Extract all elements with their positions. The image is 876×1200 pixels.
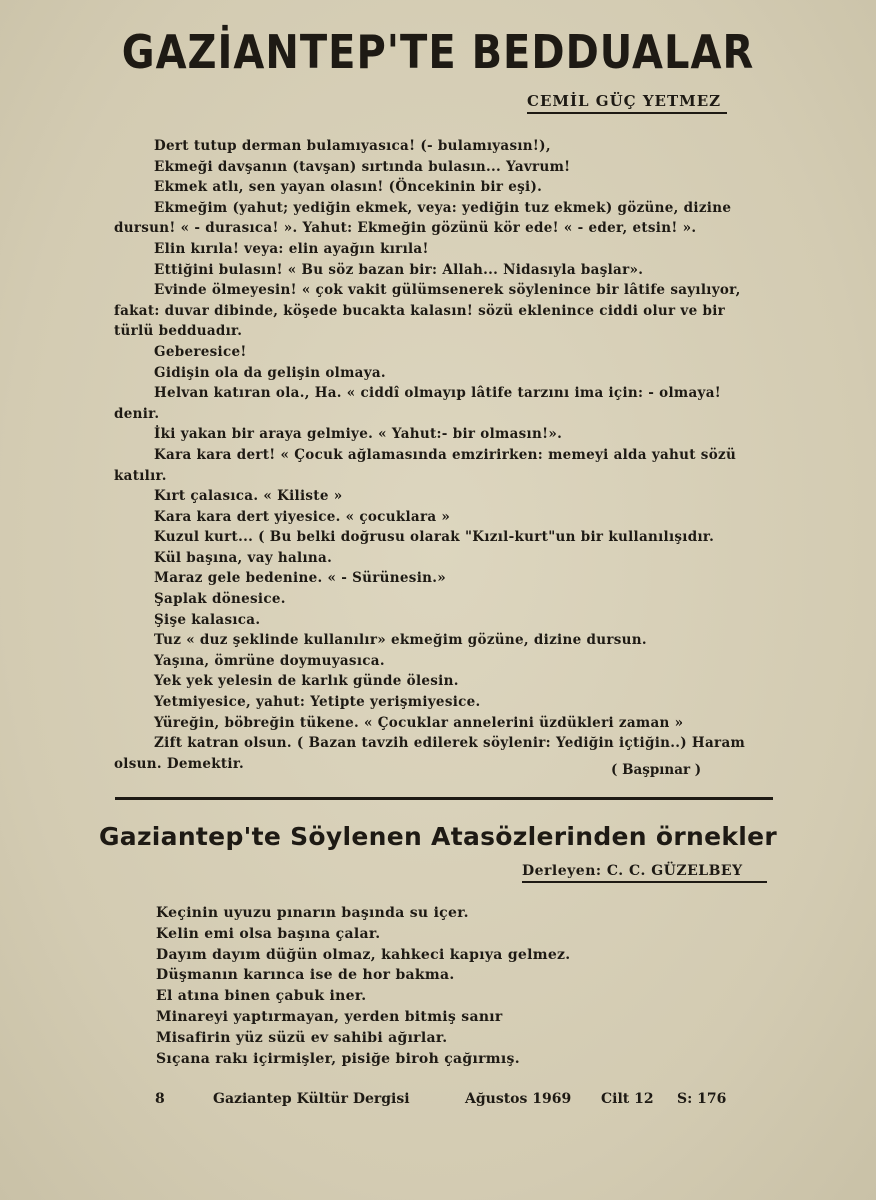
page-footer — [155, 1091, 755, 1113]
text-line: Evinde ölmeyesin! « çok vakit gülümsenerek söylenince bir lâtife sayılıyor, — [154, 282, 741, 299]
text-line: Yaşına, ömrüne doymuyasıca. — [154, 652, 385, 669]
section-divider — [115, 797, 773, 800]
text-line: Dert tutup derman bulamıyasıca! (- bulamıyasın!), — [154, 138, 551, 154]
issue-date: Ağustos 1969 — [465, 1091, 572, 1107]
text-line: Şaplak dönesice. — [154, 591, 286, 608]
article-author: CEMİL GÜÇ YETMEZ — [527, 92, 727, 114]
proverb-line: Düşmanın karınca ise de hor bakma. — [156, 967, 455, 984]
text-line: Helvan katıran ola., Ha. « ciddî olmayıp lâtife tarzını ima için: - olmaya! — [154, 385, 721, 402]
text-line: Kül başına, vay halına. — [154, 549, 333, 566]
text-line: Yek yek yelesin de karlık günde ölesin. — [154, 673, 459, 690]
curses-list — [114, 136, 774, 774]
text-line: Elin kırıla! veya: elin ayağın kırıla! — [154, 240, 429, 257]
text-line: Zift katran olsun. ( Bazan tavzih edilerek söylenir: Yediğin içtiğin..) Haram — [154, 735, 746, 752]
source-note: ( Başpınar ) — [611, 762, 702, 778]
article-title: GAZİANTEP'TE BEDDUALAR — [121, 26, 755, 80]
proverbs-list — [156, 903, 776, 1069]
text-line: Kuzul kurt... ( Bu belki doğrusu olarak "Kızıl-kurt"un bir kullanılışıdır. — [154, 529, 715, 546]
proverb-line: Kelin emi olsa başına çalar. — [156, 925, 381, 942]
text-line: Yetmiyesice, yahut: Yetipte yerişmiyesice. — [154, 694, 481, 711]
section-title: Gaziantep'te Söylenen Atasözlerinden örnekler — [98, 822, 778, 851]
text-line: Kara kara dert! « Çocuk ağlamasında emzirirken: memeyi alda yahut sözü — [154, 446, 737, 463]
proverb-line: Misafirin yüz süzü ev sahibi ağırlar. — [156, 1029, 448, 1046]
text-line: Gidişin ola da gelişin olmaya. — [154, 364, 386, 381]
text-line: fakat: duvar dibinde, köşede bucakta kalasın! sözü eklenince ciddi olur ve bir — [114, 302, 726, 319]
text-line: Maraz gele bedenine. « - Sürünesin.» — [154, 570, 446, 587]
text-line: Geberesice! — [154, 343, 247, 360]
text-line: Ekmeğim (yahut; yediğin ekmek, veya: yediğin tuz ekmek) gözüne, dizine — [154, 199, 732, 216]
proverb-line: Sıçana rakı içirmişler, pisiğe biroh çağırmış. — [156, 1050, 520, 1067]
journal-name: Gaziantep Kültür Dergisi — [213, 1091, 410, 1107]
text-line: Kara kara dert yiyesice. « çocuklara » — [154, 508, 451, 525]
text-line: Kırt çalasıca. « Kiliste » — [154, 488, 343, 505]
text-line: Ekmek atlı, sen yayan olasın! (Öncekinin bir eşi). — [154, 179, 543, 196]
section-compiler: Derleyen: C. C. GÜZELBEY — [522, 863, 767, 883]
text-line: Ettiğini bulasın! « Bu söz bazan bir: Allah... Nidasıyla başlar». — [154, 261, 644, 278]
text-line: olsun. Demektir. — [114, 755, 245, 772]
text-line: Şişe kalasıca. — [154, 611, 261, 628]
issue-number: S: 176 — [677, 1091, 727, 1107]
text-line: dursun! « - durasıca! ». Yahut: Ekmeğin gözünü kör ede! « - eder, etsin! ». — [114, 220, 697, 237]
text-line: denir. — [114, 405, 160, 422]
text-line: İki yakan bir araya gelmiye. « Yahut:- bir olmasın!». — [154, 426, 563, 443]
proverb-line: Dayım dayım düğün olmaz, kahkeci kapıya gelmez. — [156, 946, 571, 963]
proverb-line: Keçinin uyuzu pınarın başında su içer. — [156, 905, 469, 921]
text-line: Tuz « duz şeklinde kullanılır» ekmeğim gözüne, dizine dursun. — [154, 632, 647, 649]
proverb-line: El atına binen çabuk iner. — [156, 988, 367, 1005]
text-line: türlü bedduadır. — [114, 323, 243, 340]
volume-number: Cilt 12 — [601, 1091, 654, 1107]
proverb-line: Minareyi yaptırmayan, yerden bitmiş sanır — [156, 1008, 503, 1025]
page-number: 8 — [155, 1091, 165, 1107]
text-line: katılır. — [114, 467, 167, 484]
text-line: Yüreğin, böbreğin tükene. « Çocuklar annelerini üzdükleri zaman » — [154, 714, 684, 731]
text-line: Ekmeği davşanın (tavşan) sırtında bulasın... Yavrum! — [154, 158, 571, 175]
